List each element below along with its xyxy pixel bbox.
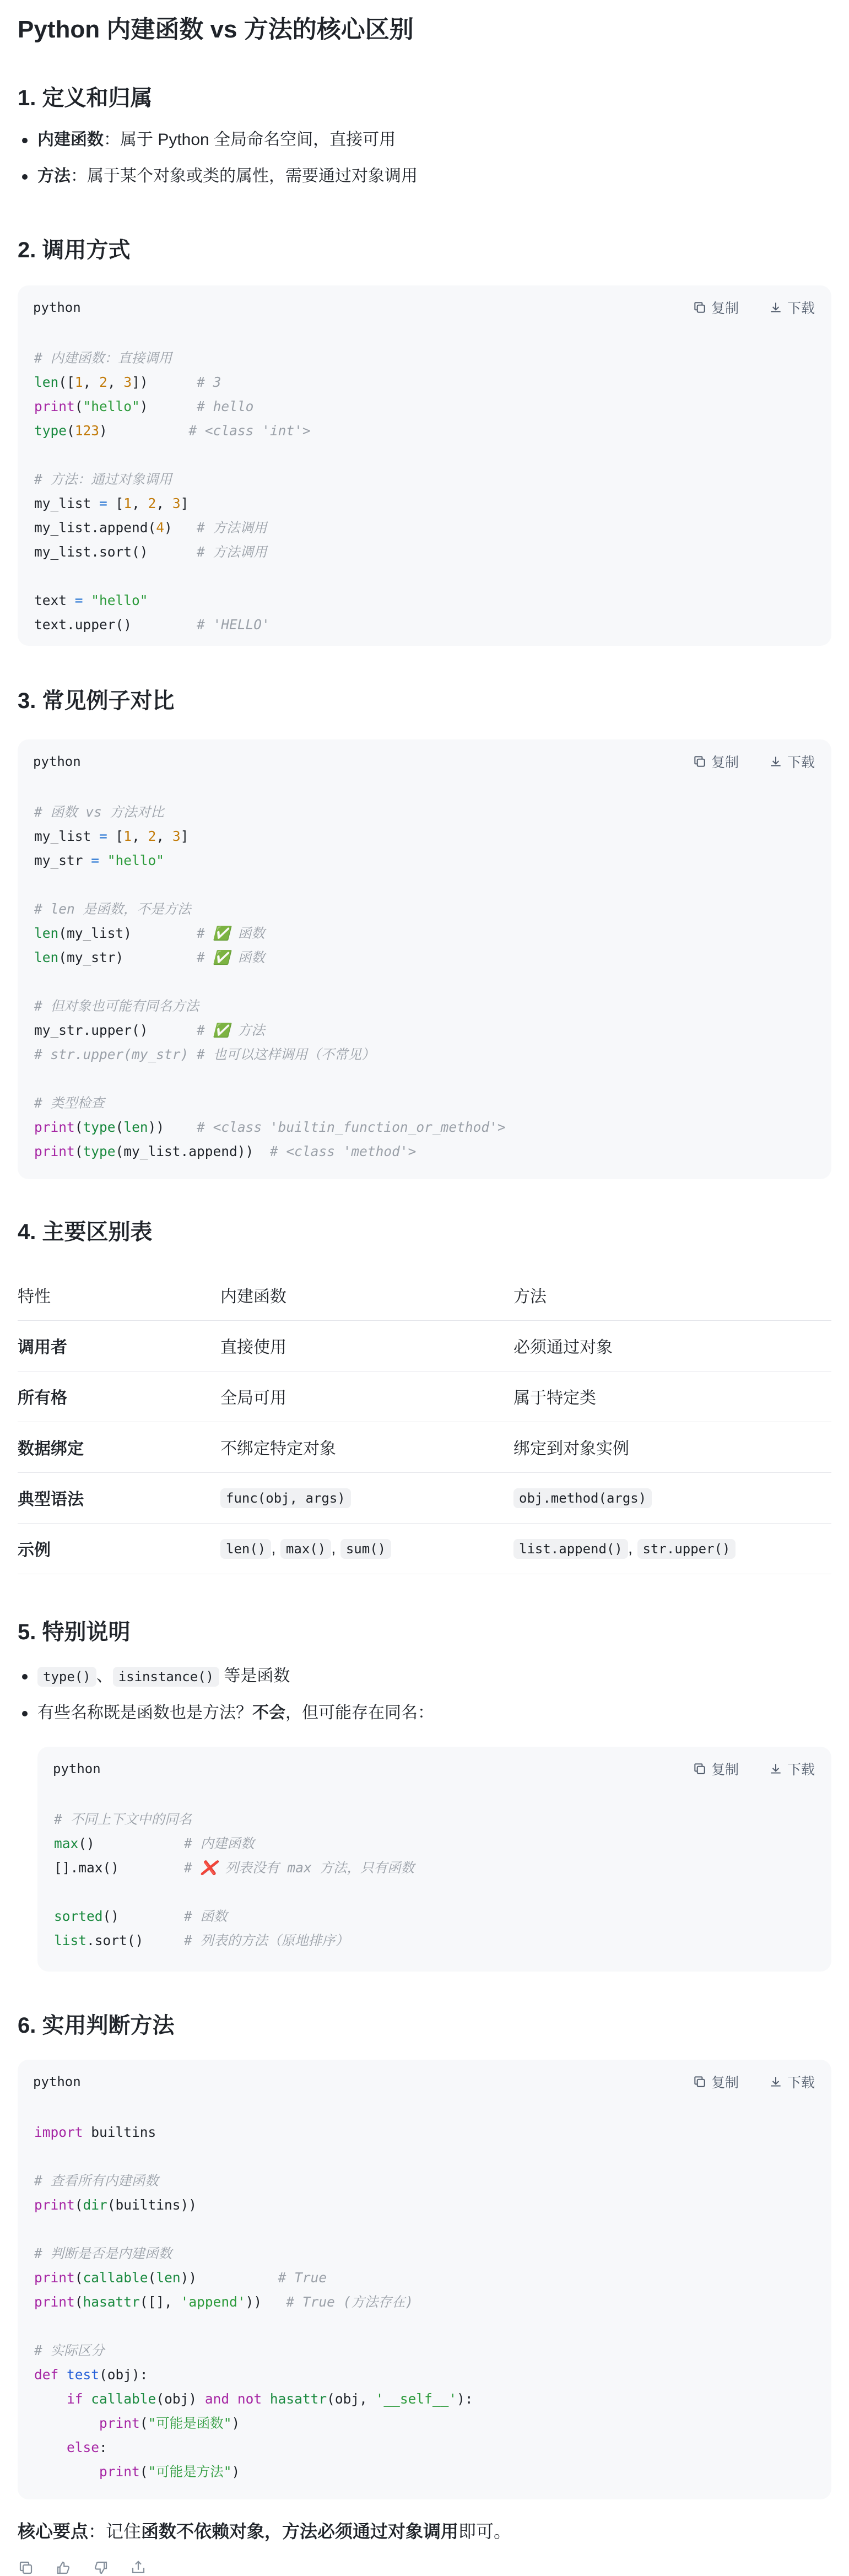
- table-cell: 典型语法: [18, 1472, 220, 1523]
- table-row: [18, 1320, 831, 1371]
- code-block-compare: [18, 739, 831, 1179]
- page-title: Python 内建函数 vs 方法的核心区别: [18, 16, 414, 43]
- table-cell: list.append() , str.upper(): [513, 1523, 831, 1574]
- download-icon: [769, 2075, 783, 2089]
- code-block-samename: [37, 1747, 831, 1972]
- list-item: 内建函数：属于 Python 全局命名空间，直接可用: [18, 128, 418, 152]
- table-cell: 数据绑定: [18, 1422, 220, 1472]
- code-content: # 不同上下文中的同名 max() # 内建函数 [].max() # ❌ 列表没有 max 方法，只有函数 sorted() # 函数 list.sort() # 列表的方法（原地排序）: [54, 1811, 415, 1948]
- inline-code: isinstance(): [113, 1667, 219, 1687]
- code-language: python: [33, 2074, 81, 2089]
- code-block-call: [18, 285, 831, 646]
- table-cell: 示例: [18, 1523, 220, 1574]
- thumb-up-icon: [55, 2559, 72, 2576]
- copy-button[interactable]: 复制: [693, 298, 739, 317]
- download-icon: [769, 754, 783, 769]
- table-header: 方法: [513, 1270, 831, 1320]
- download-button[interactable]: 下载: [769, 298, 815, 317]
- code-content: import builtins # 查看所有内建函数 print(dir(builtins)) # 判断是否是内建函数 print(callable(len)) # True print(hasattr([], 'append')) # True (方法存在) # 实际区分 def test(obj): if callable(obj) and not hasattr(obj, '__self__'): print("可能是函数") else: print("可能是方法"): [34, 2124, 473, 2480]
- code-language: python: [33, 754, 81, 769]
- table-cell: 所有格: [18, 1371, 220, 1422]
- table-row: [18, 1371, 831, 1422]
- code-content: # 函数 vs 方法对比 my_list = [1, 2, 3] my_str = "hello" # len 是函数，不是方法 len(my_list) # ✅ 函数 len(my_str) # ✅ 函数 # 但对象也可能有同名方法 my_str.upper() # ✅ 方法 # str.upper(my_str) # 也可以这样调用（不常见） # 类型检查 print(type(len)) # <class 'builtin_function_or_method'> print(type(my_list.append)) # <class 'method'>: [34, 804, 506, 1159]
- copy-response-icon: [18, 2559, 34, 2576]
- inline-code: func(obj, args): [220, 1488, 351, 1508]
- copy-icon: [693, 2075, 707, 2089]
- table-cell: 直接使用: [220, 1320, 513, 1371]
- code-content: # 内建函数：直接调用 len([1, 2, 3]) # 3 print("hello") # hello type(123) # <class 'int'> # 方法：通过对象调用 my_list = [1, 2, 3] my_list.append(4) # 方法调用 my_list.sort() # 方法调用 text = "hello" text.upper() # 'HELLO': [34, 350, 311, 633]
- section-title-2: 2. 调用方式: [18, 238, 131, 262]
- table-row: [18, 1472, 831, 1523]
- download-icon: [769, 300, 783, 315]
- table-cell: 全局可用: [220, 1371, 513, 1422]
- download-button[interactable]: 下载: [769, 752, 815, 771]
- download-button[interactable]: 下载: [769, 1759, 815, 1779]
- list-item: type() 、 isinstance() 等是函数: [18, 1664, 434, 1689]
- code-language: python: [53, 1761, 101, 1776]
- table-header-row: [18, 1270, 831, 1320]
- share-button[interactable]: [130, 2559, 147, 2576]
- table-row: [18, 1523, 831, 1574]
- thumb-up-button[interactable]: [55, 2559, 72, 2576]
- comparison-table: [18, 1270, 831, 1574]
- inline-code: str.upper(): [637, 1539, 736, 1559]
- section-title-3: 3. 常见例子对比: [18, 689, 175, 713]
- section-title-6: 6. 实用判断方法: [18, 2013, 175, 2038]
- code-language: python: [33, 300, 81, 315]
- code-header: [37, 1747, 831, 1787]
- inline-code: type(): [37, 1667, 96, 1687]
- list-item: 有些名称既是函数也是方法？不会，但可能存在同名：: [18, 1701, 434, 1725]
- share-icon: [130, 2559, 147, 2576]
- table-header: 特性: [18, 1270, 220, 1320]
- table-header: 内建函数: [220, 1270, 513, 1320]
- definition-list: [18, 128, 418, 201]
- download-button[interactable]: 下载: [769, 2072, 815, 2092]
- section-title-4: 4. 主要区别表: [18, 1220, 153, 1244]
- code-header: [18, 739, 831, 780]
- response-toolbar: [18, 2559, 147, 2576]
- code-header: [18, 285, 831, 326]
- list-item: 方法：属于某个对象或类的属性，需要通过对象调用: [18, 164, 418, 188]
- download-icon: [769, 1762, 783, 1776]
- section-title-5: 5. 特别说明: [18, 1620, 131, 1644]
- table-cell: 属于特定类: [513, 1371, 831, 1422]
- copy-icon: [693, 754, 707, 769]
- notes-list: [18, 1664, 434, 1737]
- thumb-down-button[interactable]: [93, 2559, 109, 2576]
- code-block-judge: [18, 2060, 831, 2499]
- inline-code: obj.method(args): [513, 1488, 652, 1508]
- table-cell: [513, 1472, 831, 1523]
- table-cell: [220, 1472, 513, 1523]
- inline-code: len(): [220, 1539, 271, 1559]
- copy-button[interactable]: 复制: [693, 1759, 739, 1779]
- table-cell: 必须通过对象: [513, 1320, 831, 1371]
- copy-button[interactable]: 复制: [693, 2072, 739, 2092]
- thumb-down-icon: [93, 2559, 109, 2576]
- copy-icon: [693, 1762, 707, 1776]
- table-cell: 绑定到对象实例: [513, 1422, 831, 1472]
- table-cell: 调用者: [18, 1320, 220, 1371]
- copy-response-button[interactable]: [18, 2559, 34, 2576]
- code-header: [18, 2060, 831, 2100]
- section-title-1: 1. 定义和归属: [18, 86, 153, 110]
- table-row: [18, 1422, 831, 1472]
- copy-button[interactable]: 复制: [693, 752, 739, 771]
- copy-icon: [693, 300, 707, 315]
- inline-code: max(): [280, 1539, 331, 1559]
- inline-code: sum(): [340, 1539, 391, 1559]
- table-cell: len() , max() , sum(): [220, 1523, 513, 1574]
- table-cell: 不绑定特定对象: [220, 1422, 513, 1472]
- inline-code: list.append(): [513, 1539, 628, 1559]
- summary-text: 核心要点：记住函数不依赖对象，方法必须通过对象调用即可。: [18, 2521, 512, 2541]
